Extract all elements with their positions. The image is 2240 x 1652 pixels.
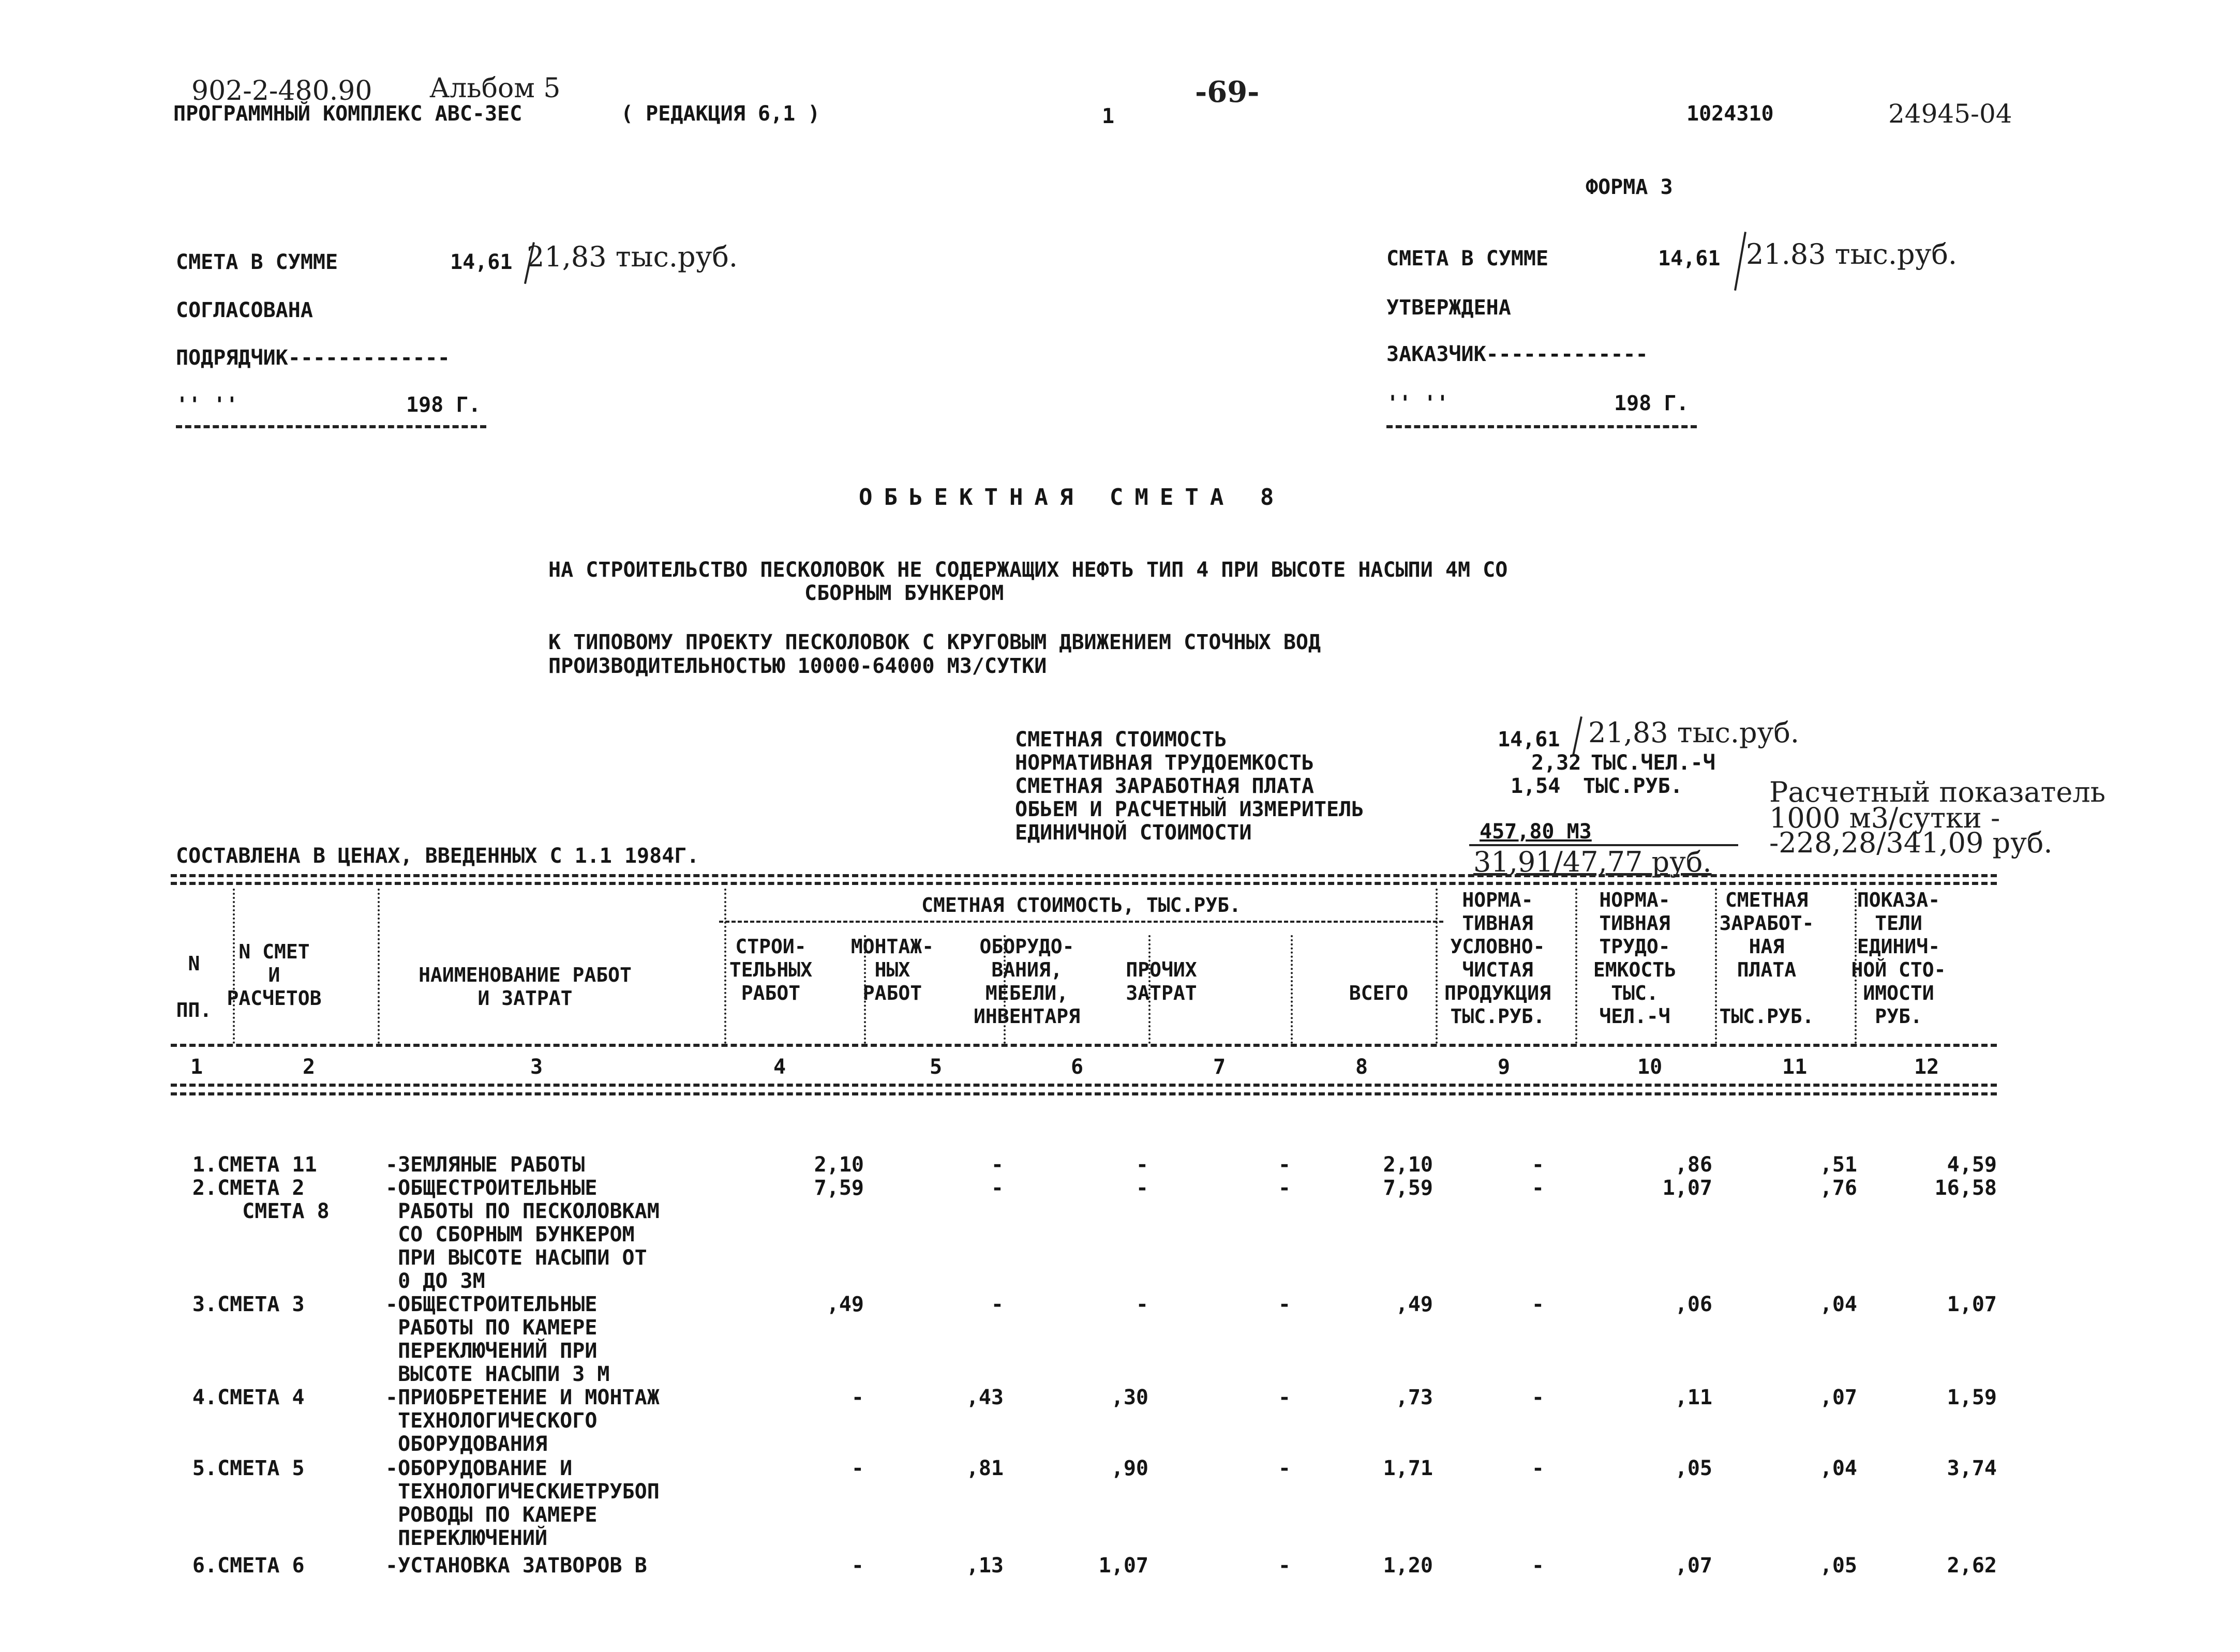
equipment-cost: 1,07 xyxy=(1098,1554,1148,1578)
left-date-year: 198 Г. xyxy=(406,393,481,417)
other-cost: - xyxy=(1278,1456,1291,1480)
equipment-cost: - xyxy=(1136,1293,1148,1316)
left-approval-status: СОГЛАСОВАНА xyxy=(176,298,313,322)
group-header-rule xyxy=(719,921,1443,923)
net-production: - xyxy=(1531,1386,1544,1409)
title-line-1: НА СТРОИТЕЛЬСТВО ПЕСКОЛОВОК НЕ СОДЕРЖАЩИХ НЕФТЬ ТИП 4 ПРИ ВЫСОТЕ НАСЫПИ 4М СО xyxy=(548,558,1508,582)
column-number: 1 xyxy=(190,1055,203,1079)
net-production: - xyxy=(1531,1456,1544,1480)
unit-cost-indicator: 3,74 xyxy=(1947,1456,1997,1480)
album-label: Альбом 5 xyxy=(429,73,561,104)
installation-cost: - xyxy=(991,1153,1004,1177)
document-title: ОБЬЕКТНАЯ СМЕТА 8 xyxy=(859,484,1286,510)
document-code: 902-2-480.90 xyxy=(191,76,372,107)
col-separator xyxy=(1436,889,1438,1044)
header-col-3: НАИМЕНОВАНИЕ РАБОТ И ЗАТРАТ xyxy=(419,964,632,1010)
column-number: 11 xyxy=(1782,1055,1808,1079)
other-cost: - xyxy=(1278,1554,1291,1578)
other-cost: - xyxy=(1278,1386,1291,1409)
edition-label: ( РЕДАКЦИЯ 6,1 ) xyxy=(621,102,820,126)
left-date-underline xyxy=(176,425,486,428)
other-cost: - xyxy=(1278,1176,1291,1200)
header-col-11: СМЕТНАЯ ЗАРАБОТ- НАЯ ПЛАТА ТЫС.РУБ. xyxy=(1719,889,1814,1028)
estimate-ref: СМЕТА 11 xyxy=(217,1153,317,1177)
col-separator xyxy=(1715,889,1717,1044)
right-date-year: 198 Г. xyxy=(1614,392,1689,415)
col-separator xyxy=(233,889,235,1044)
col-separator xyxy=(864,935,866,1044)
summary-label-cost: СМЕТНАЯ СТОИМОСТЬ xyxy=(1015,728,1227,752)
title-line-3: К ТИПОВОМУ ПРОЕКТУ ПЕСКОЛОВОК С КРУГОВЫМ ДВИЖЕНИЕМ СТОЧНЫХ ВОД xyxy=(548,630,1321,654)
column-number: 7 xyxy=(1213,1055,1226,1079)
summary-unit-cost-handwritten: 31,91/47,77 руб. xyxy=(1473,846,1712,878)
header-col-6: ОБОРУДО- ВАНИЯ, МЕБЕЛИ, ИНВЕНТАРЯ xyxy=(974,935,1080,1028)
header-col-10: НОРМА- ТИВНАЯ ТРУДО- ЕМКОСТЬ ТЫС. ЧЕЛ.-Ч xyxy=(1593,889,1677,1028)
col-separator xyxy=(1291,935,1293,1044)
installation-cost: ,81 xyxy=(966,1456,1004,1480)
net-production: - xyxy=(1531,1176,1544,1200)
row-number: 5. xyxy=(192,1456,217,1480)
estimate-ref: СМЕТА 4 xyxy=(217,1386,305,1409)
column-number: 2 xyxy=(303,1055,316,1079)
column-number: 6 xyxy=(1071,1055,1084,1079)
equipment-cost: - xyxy=(1136,1153,1148,1177)
document-number: 1024310 xyxy=(1686,102,1774,126)
group-header-estimated-cost: СМЕТНАЯ СТОИМОСТЬ, ТЫС.РУБ. xyxy=(921,894,1241,917)
header-col-7: ПРОЧИХ ЗАТРАТ xyxy=(1126,958,1197,1004)
right-sum-slash xyxy=(1734,232,1746,291)
labor-intensity: ,86 xyxy=(1675,1153,1712,1177)
equipment-cost: ,30 xyxy=(1111,1386,1148,1409)
net-production: - xyxy=(1531,1153,1544,1177)
summary-label-volume: ОБЬЕМ И РАСЧЕТНЫЙ ИЗМЕРИТЕЛЬ xyxy=(1015,798,1364,821)
right-sum-typed: 14,61 xyxy=(1658,247,1721,271)
labor-intensity: ,11 xyxy=(1675,1386,1712,1409)
header-col-2: N СМЕТ И РАСЧЕТОВ xyxy=(227,940,322,1010)
col-separator xyxy=(1855,889,1857,1044)
program-name: ПРОГРАММНЫЙ КОМПЛЕКС АВС-3ЕС xyxy=(173,102,522,126)
row-number: 4. xyxy=(192,1386,217,1409)
other-cost: - xyxy=(1278,1293,1291,1316)
construction-cost: - xyxy=(851,1386,864,1409)
work-name: -ЗЕМЛЯНЫЕ РАБОТЫ xyxy=(385,1153,585,1177)
unit-cost-indicator: 4,59 xyxy=(1947,1153,1997,1177)
work-name: -ОБЩЕСТРОИТЕЛЬНЫЕ РАБОТЫ ПО ПЕСКОЛОВКАМ СО СБОРНЫМ БУНКЕРОМ ПРИ ВЫСОТЕ НАСЫПИ ОТ 0 ДО 3М xyxy=(385,1176,660,1293)
installation-cost: ,13 xyxy=(966,1554,1004,1578)
estimated-indicator-line-3: -228,28/341,09 руб. xyxy=(1769,827,2053,859)
summary-volume: 457,80 М3 xyxy=(1480,820,1592,844)
page-number: -69- xyxy=(1195,75,1260,109)
total-cost: 1,71 xyxy=(1383,1456,1433,1480)
summary-label-labor: НОРМАТИВНАЯ ТРУДОЕМКОСТЬ xyxy=(1015,751,1314,775)
total-cost: ,73 xyxy=(1395,1386,1433,1409)
wages: ,04 xyxy=(1819,1456,1857,1480)
column-numbers-rule xyxy=(171,1084,1997,1087)
right-date-underline xyxy=(1386,425,1697,428)
estimate-ref: СМЕТА 3 xyxy=(217,1293,305,1316)
row-number: 3. xyxy=(192,1293,217,1316)
other-cost: - xyxy=(1278,1153,1291,1177)
right-date-quotes: '' '' xyxy=(1386,392,1449,415)
col-separator xyxy=(724,889,726,1044)
summary-label-unit-cost: ЕДИНИЧНОЙ СТОИМОСТИ xyxy=(1015,821,1252,845)
estimate-ref: СМЕТА 2 СМЕТА 8 xyxy=(217,1176,330,1223)
title-line-4: ПРОИЗВОДИТЕЛЬНОСТЬЮ 10000-64000 М3/СУТКИ xyxy=(548,654,1047,678)
table-header-bottom-rule xyxy=(171,1044,1997,1047)
summary-labor-unit: ТЫС.ЧЕЛ.-Ч xyxy=(1591,751,1715,775)
unit-cost-indicator: 16,58 xyxy=(1934,1176,1997,1200)
work-name: -УСТАНОВКА ЗАТВОРОВ В xyxy=(385,1554,647,1578)
equipment-cost: ,90 xyxy=(1111,1456,1148,1480)
wages: ,05 xyxy=(1819,1554,1857,1578)
summary-cost-handwritten: 21,83 тыс.руб. xyxy=(1588,716,1800,749)
header-col-5: МОНТАЖ- НЫХ РАБОТ xyxy=(850,935,934,1004)
row-number: 1. xyxy=(192,1153,217,1177)
title-line-2: СБОРНЫМ БУНКЕРОМ xyxy=(804,581,1004,605)
estimated-indicator-line-1: Расчетный показатель xyxy=(1769,776,2106,808)
estimated-indicator-line-2: 1000 м3/сутки - xyxy=(1769,802,2000,834)
column-number: 8 xyxy=(1355,1055,1368,1079)
column-number: 12 xyxy=(1914,1055,1939,1079)
archive-number: 24945-04 xyxy=(1888,99,2012,129)
unit-cost-indicator: 1,59 xyxy=(1947,1386,1997,1409)
col-separator xyxy=(1575,889,1577,1044)
labor-intensity: 1,07 xyxy=(1662,1176,1712,1200)
column-number: 3 xyxy=(530,1055,543,1079)
summary-cost-typed: 14,61 xyxy=(1498,728,1560,752)
net-production: - xyxy=(1531,1554,1544,1578)
total-cost: 7,59 xyxy=(1383,1176,1433,1200)
col-separator xyxy=(1004,935,1006,1044)
row-number: 6. xyxy=(192,1554,217,1578)
estimate-ref: СМЕТА 5 xyxy=(217,1456,305,1480)
header-col-8: ВСЕГО xyxy=(1349,982,1409,1004)
header-col-12: ПОКАЗА- ТЕЛИ ЕДИНИЧ- НОЙ СТО- ИМОСТИ РУБ. xyxy=(1851,889,1946,1028)
form-label: ФОРМА 3 xyxy=(1586,175,1673,199)
left-party: ПОДРЯДЧИК------------- xyxy=(176,346,450,370)
summary-label-wage: СМЕТНАЯ ЗАРАБОТНАЯ ПЛАТА xyxy=(1015,774,1314,798)
header-col-4: СТРОИ- ТЕЛЬНЫХ РАБОТ xyxy=(729,935,813,1004)
installation-cost: - xyxy=(991,1176,1004,1200)
right-sum-label: СМЕТА В СУММЕ xyxy=(1386,247,1549,271)
construction-cost: - xyxy=(851,1554,864,1578)
header-col-1: N ПП. xyxy=(176,952,212,1022)
left-sum-label: СМЕТА В СУММЕ xyxy=(176,250,338,274)
equipment-cost: - xyxy=(1136,1176,1148,1200)
left-sum-typed: 14,61 xyxy=(450,250,513,274)
installation-cost: ,43 xyxy=(966,1386,1004,1409)
prices-note: СОСТАВЛЕНА В ЦЕНАХ, ВВЕДЕННЫХ С 1.1 1984Г. xyxy=(176,844,699,868)
row-number: 2. xyxy=(192,1176,217,1200)
col-separator xyxy=(378,889,380,1044)
construction-cost: 2,10 xyxy=(814,1153,864,1177)
total-cost: 1,20 xyxy=(1383,1554,1433,1578)
left-sum-handwritten: 21,83 тыс.руб. xyxy=(527,241,738,273)
col-separator xyxy=(1148,935,1151,1044)
right-party: ЗАКАЗЧИК------------- xyxy=(1386,342,1648,366)
column-numbers-rule-2 xyxy=(171,1092,1997,1095)
column-number: 10 xyxy=(1637,1055,1663,1079)
net-production: - xyxy=(1531,1293,1544,1316)
construction-cost: ,49 xyxy=(826,1293,864,1316)
total-cost: ,49 xyxy=(1395,1293,1433,1316)
work-name: -ОБЩЕСТРОИТЕЛЬНЫЕ РАБОТЫ ПО КАМЕРЕ ПЕРЕКЛЮЧЕНИЙ ПРИ ВЫСОТЕ НАСЫПИ 3 М xyxy=(385,1293,610,1386)
installation-cost: - xyxy=(991,1293,1004,1316)
unit-cost-indicator: 2,62 xyxy=(1947,1554,1997,1578)
work-name: -ОБОРУДОВАНИЕ И ТЕХНОЛОГИЧЕСКИЕТРУБОП РОВОДЫ ПО КАМЕРЕ ПЕРЕКЛЮЧЕНИЙ xyxy=(385,1456,660,1550)
wages: ,04 xyxy=(1819,1293,1857,1316)
estimate-ref: СМЕТА 6 xyxy=(217,1554,305,1578)
wages: ,76 xyxy=(1819,1176,1857,1200)
right-sum-handwritten: 21.83 тыс.руб. xyxy=(1746,238,1958,271)
right-approval-status: УТВЕРЖДЕНА xyxy=(1386,296,1511,320)
summary-cost-slash xyxy=(1572,716,1582,756)
total-cost: 2,10 xyxy=(1383,1153,1433,1177)
work-name: -ПРИОБРЕТЕНИЕ И МОНТАЖ ТЕХНОЛОГИЧЕСКОГО ОБОРУДОВАНИЯ xyxy=(385,1386,660,1456)
left-date-quotes: '' '' xyxy=(176,393,238,417)
table-top-rule xyxy=(171,874,1997,877)
page-index: 1 xyxy=(1102,104,1115,128)
column-number: 9 xyxy=(1498,1055,1511,1079)
wages: ,07 xyxy=(1819,1386,1857,1409)
summary-wage-value: 1,54 xyxy=(1511,774,1561,798)
unit-cost-indicator: 1,07 xyxy=(1947,1293,1997,1316)
column-number: 5 xyxy=(930,1055,943,1079)
construction-cost: - xyxy=(851,1456,864,1480)
wages: ,51 xyxy=(1819,1153,1857,1177)
labor-intensity: ,05 xyxy=(1675,1456,1712,1480)
header-col-9: НОРМА- ТИВНАЯ УСЛОВНО- ЧИСТАЯ ПРОДУКЦИЯ ТЫС.РУБ. xyxy=(1444,889,1551,1028)
summary-wage-unit: ТЫС.РУБ. xyxy=(1583,774,1683,798)
labor-intensity: ,06 xyxy=(1675,1293,1712,1316)
construction-cost: 7,59 xyxy=(814,1176,864,1200)
table-top-rule-2 xyxy=(171,882,1997,885)
column-number: 4 xyxy=(773,1055,786,1079)
labor-intensity: ,07 xyxy=(1675,1554,1712,1578)
summary-labor-value: 2,32 xyxy=(1531,751,1581,775)
table-header xyxy=(171,889,2007,1044)
